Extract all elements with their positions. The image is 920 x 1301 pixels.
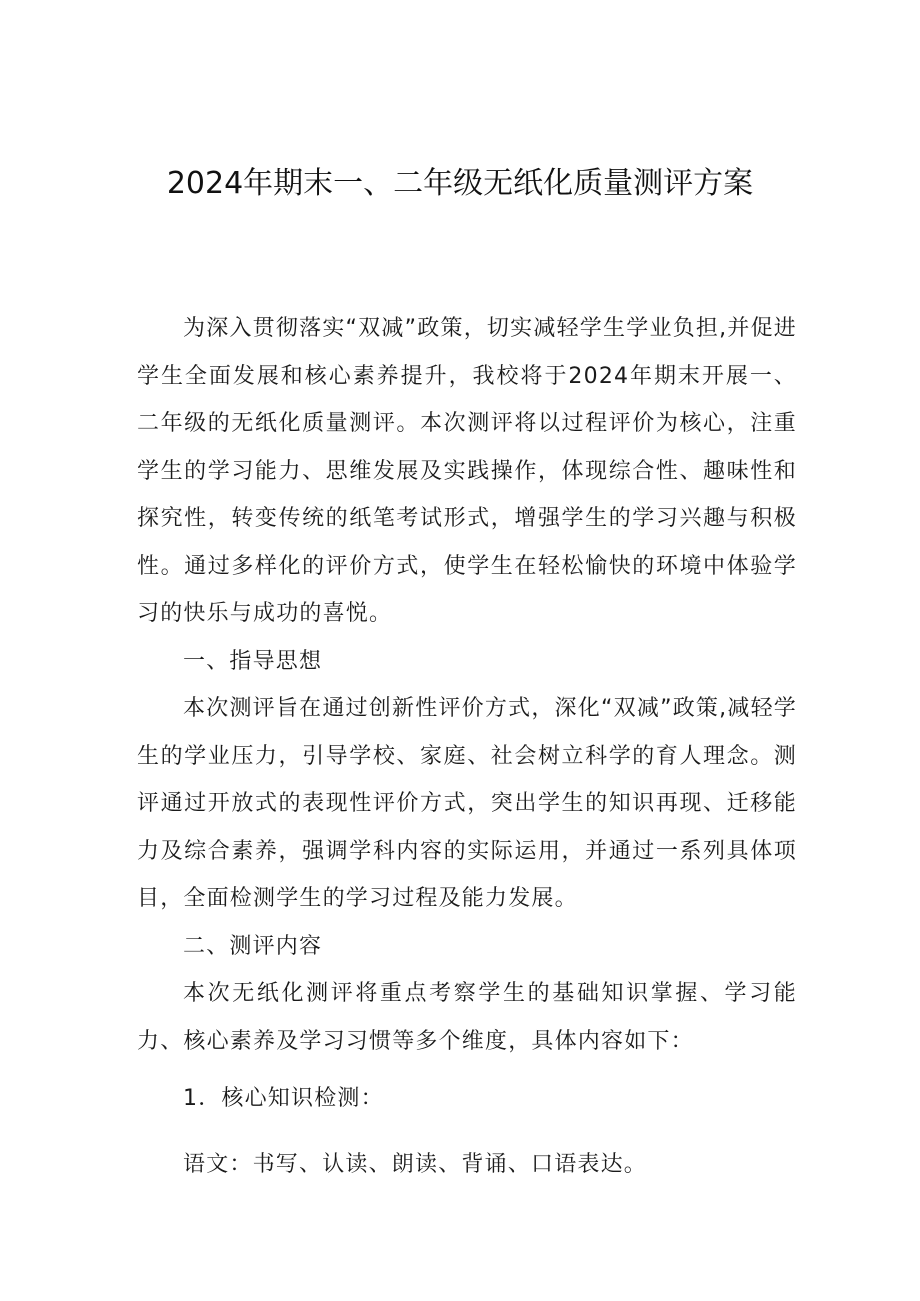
subject-chinese-line: 语文：书写、认读、朗读、背诵、口语表达。 (183, 1151, 648, 1177)
list-item-core-knowledge: 1．核心知识检测： (183, 1086, 384, 1111)
guiding-ideology-paragraph: 本次测评旨在通过创新性评价方式，深化“双减”政策,减轻学生的学业压力，引导学校、家庭、社会树立科学的育人理念。测评通过开放式的表现性评价方式，突出学生的知识再现、迁移能力及综合素养，强调学科内容的实际运用，并通过一系列具体项目，全面检测学生的学习过程及能力发展。 (137, 696, 797, 911)
document-body (137, 305, 797, 1188)
assessment-content-paragraph: 本次无纸化测评将重点考察学生的基础知识掌握、学习能力、核心素养及学习习惯等多个维度，具体内容如下： (137, 981, 797, 1054)
document-title: 2024年期末一、二年级无纸化质量测评方案 (166, 166, 754, 201)
section-heading-assessment-content: 二、测评内容 (183, 933, 323, 959)
intro-paragraph: 为深入贯彻落实“双减”政策，切实减轻学生学业负担,并促进学生全面发展和核心素养提升，我校将于2024年期末开展一、二年级的无纸化质量测评。本次测评将以过程评价为核心，注重学生的学习能力、思维发展及实践操作，体现综合性、趣味性和探究性，转变传统的纸笔考试形式，增强学生的学习兴趣与积极性。通过多样化的评价方式，使学生在轻松愉快的环境中体验学习的快乐与成功的喜悦。 (137, 316, 797, 626)
section-heading-guiding-ideology: 一、指导思想 (183, 648, 323, 674)
